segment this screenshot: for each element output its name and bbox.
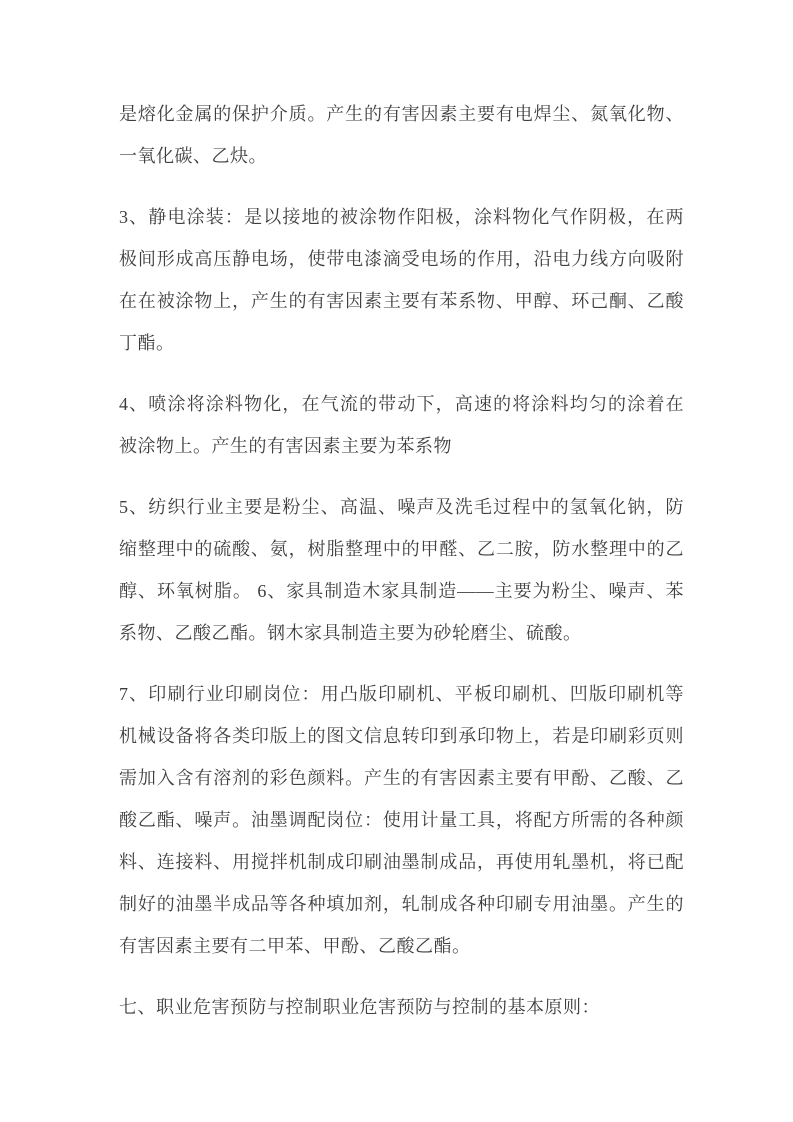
text-line: 机械设备将各类印版上的图文信息转印到承印物上，若是印刷彩页则: [119, 726, 684, 746]
text-line: 醇、环氧树脂。 6、家具制造木家具制造——主要为粉尘、噪声、苯: [119, 581, 684, 601]
text-line: 有害因素主要有二甲苯、甲酚、乙酸乙酯。: [119, 936, 471, 956]
text-line: 5、纺织行业主要是粉尘、高温、噪声及洗毛过程中的氢氧化钠，防: [119, 497, 684, 517]
text-line: 一氧化碳、乙炔。: [119, 146, 267, 166]
text-line: 需加入含有溶剂的彩色颜料。产生的有害因素主要有甲酚、乙酸、乙: [119, 768, 684, 788]
paragraph: [119, 486, 684, 654]
paragraph: [119, 93, 684, 177]
text-line: 丁酯。: [119, 333, 175, 353]
text-line: 制好的油墨半成品等各种填加剂，轧制成各种印刷专用油墨。产生的: [119, 894, 684, 914]
paragraph: [119, 673, 684, 967]
text-line: 料、连接料、用搅拌机制成印刷油墨制成品，再使用轧墨机，将已配: [119, 852, 684, 872]
paragraph: [119, 986, 684, 1028]
text-line: 3、静电涂装：是以接地的被涂物作阳极，涂料物化气作阴极，在两: [119, 207, 684, 227]
text-line: 酸乙酯、噪声。油墨调配岗位：使用计量工具，将配方所需的各种颜: [119, 810, 684, 830]
text-line: 4、喷涂将涂料物化，在气流的带动下，高速的将涂料均匀的涂着在: [119, 394, 684, 414]
text-line: 缩整理中的硫酸、氨，树脂整理中的甲醛、乙二胺，防水整理中的乙: [119, 539, 684, 559]
text-line: 七、职业危害预防与控制职业危害预防与控制的基本原则：: [119, 997, 600, 1017]
text-line: 系物、乙酸乙酯。钢木家具制造主要为砂轮磨尘、硫酸。: [119, 623, 582, 643]
paragraph: [119, 383, 684, 467]
paragraph: [119, 196, 684, 364]
text-line: 在在被涂物上，产生的有害因素主要有苯系物、甲醇、环己酮、乙酸: [119, 291, 684, 311]
document-body: [119, 93, 684, 1047]
text-line: 极间形成高压静电场，使带电漆滴受电场的作用，沿电力线方向吸附: [119, 249, 684, 269]
text-line: 被涂物上。产生的有害因素主要为苯系物: [119, 436, 452, 456]
text-line: 是熔化金属的保护介质。产生的有害因素主要有电焊尘、氮氧化物、: [119, 104, 684, 124]
text-line: 7、印刷行业印刷岗位：用凸版印刷机、平板印刷机、凹版印刷机等: [119, 684, 684, 704]
